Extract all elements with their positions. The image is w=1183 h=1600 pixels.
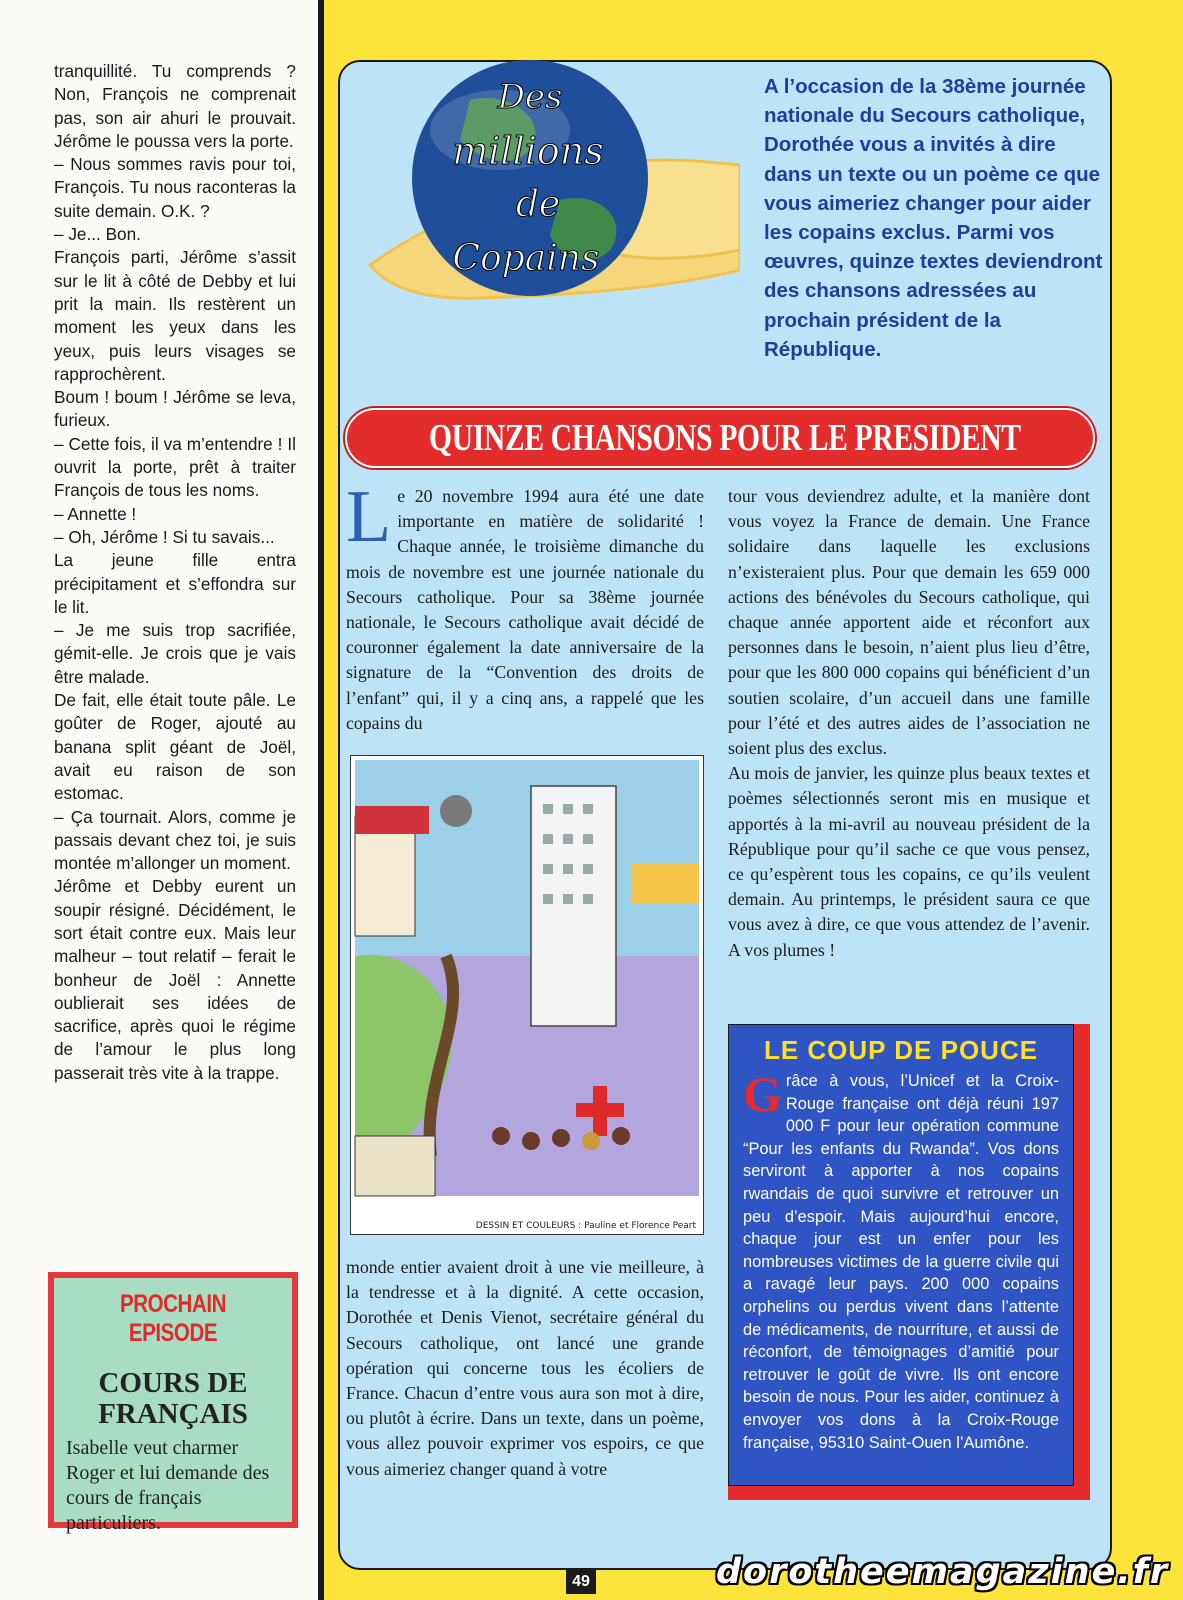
- dropcap: L: [346, 476, 392, 558]
- child-figure: [612, 1127, 630, 1145]
- window: [583, 834, 593, 844]
- story-paragraph: – Ça tournait. Alors, comme je passais devant chez toi, je suis montée m’allonger un moment.: [54, 806, 296, 874]
- story-text: [54, 60, 296, 1085]
- story-paragraph: – Oh, Jérôme ! Si tu savais...: [54, 526, 275, 547]
- dropcap: G: [743, 1066, 782, 1122]
- watermark: dorotheemagazine.fr: [716, 1552, 1170, 1592]
- window: [583, 804, 593, 814]
- story-paragraph: – Je... Bon.: [54, 224, 141, 245]
- left-roof: [355, 806, 429, 834]
- coup-de-pouce-inner: [728, 1024, 1074, 1486]
- window: [563, 804, 573, 814]
- story-paragraph: – Annette !: [54, 503, 137, 524]
- next-episode-title: COURS DE FRANÇAIS: [98, 1367, 248, 1430]
- story-paragraph: François parti, Jérôme s’assit sur le lit à côté de Debby et lui prit la main. Ils restèrent un moment les yeux dans les yeux, puis leurs visages se rapprochèrent.: [54, 247, 296, 384]
- window: [543, 804, 553, 814]
- story-paragraph: – Cette fois, il va m’entendre ! Il ouvrit la porte, prêt à traiter François de tous les noms.: [54, 433, 296, 501]
- child-figure: [582, 1132, 600, 1150]
- window: [563, 834, 573, 844]
- children-drawing: [350, 755, 704, 1235]
- page-number: 49: [566, 1570, 596, 1594]
- article-column-2: [728, 484, 1090, 963]
- coup-de-pouce-text: [743, 1066, 1059, 1454]
- window: [543, 894, 553, 904]
- window: [583, 864, 593, 874]
- story-paragraph: La jeune fille entra précipitament et s’effondra sur le lit.: [54, 550, 296, 617]
- window: [583, 894, 593, 904]
- story-paragraph: tranquillité. Tu comprends ? Non, François ne comprenait pas, son air ahuri le prouvait. Jérôme le poussa vers la porte.: [54, 61, 296, 151]
- article-paragraph: tour vous deviendrez adulte, et la manière dont vous voyez la France de demain. Une France solidaire dans laquelle les exclusions n’existeraient plus. Pour que demain les 659 000 actions des bénévoles du Secours catholique, qui chaque année apportent aide et réconfort aux personnes dans le besoin, n’aient plus lieu d’être, pour que les 800 000 copains qui bénéficient d’un soutien scolaire, d’un accueil dans une famille pour l’été et des autres aides de l’association ne soient plus des exclus.: [728, 486, 1090, 759]
- copains-logo: [360, 60, 740, 310]
- article-text: e 20 novembre 1994 aura été une date importante en matière de solidarité ! Chaque année, le troisième dimanche du mois de novembre est une journée nationale du Secours catholique. Pour sa 38ème journée nationale, le Secours catholique avait décidé de couronner également la date anniversaire de la signature de la “Convention des droits de l’enfant” qui, il y a cinq ans, a rappelé que les copains du: [346, 486, 704, 733]
- story-paragraph: – Je me suis trop sacrifiée, gémit-elle. Je crois que je vais être malade.: [54, 620, 296, 687]
- next-episode-text: Isabelle veut charmer Roger et lui demande des cours de français particuliers.: [66, 1437, 270, 1534]
- child-figure: [522, 1132, 540, 1150]
- smoke-cloud: [440, 795, 472, 827]
- left-column: [0, 0, 318, 1600]
- article-paragraph: Au mois de janvier, les quinze plus beaux textes et poèmes sélectionnés seront mis en musique et apportés à la mi-avril au nouveau président de la République pour qu’il sache ce que vous pensez, ce qu’espèrent tous les copains, ce qu’ils veulent demain. Au printemps, le président saura ce que vous avez à dire, ce que vous attendez de l’avenir. A vos plumes !: [728, 763, 1090, 960]
- next-episode-box: [48, 1272, 298, 1534]
- window: [543, 864, 553, 874]
- coup-de-pouce-box: [728, 1024, 1090, 1500]
- child-figure: [492, 1127, 510, 1145]
- yellow-building: [631, 864, 699, 904]
- intro-text: A l’occasion de la 38ème journée nationale du Secours catholique, Dorothée vous a invités à dire dans un texte ou un poème ce que vous aimeriez changer pour aider les copains exclus. Parmi vos œuvres, quinze textes deviendront des chansons adressées au prochain président de la République.: [764, 75, 1103, 361]
- article-column-1-top: [346, 476, 704, 736]
- next-episode-inner: [54, 1278, 292, 1534]
- logo-word: Des: [497, 77, 563, 117]
- coup-de-pouce-title: LE COUP DE POUCE: [763, 1035, 1039, 1065]
- house: [355, 1136, 435, 1196]
- drawing-caption: DESSIN ET COULEURS : Pauline et Florence Peart: [475, 1221, 696, 1231]
- story-paragraph: Boum ! boum ! Jérôme se leva, furieux.: [54, 387, 296, 431]
- logo-word: Copains: [452, 238, 600, 279]
- next-episode-label: PROCHAIN EPISODE: [119, 1290, 227, 1347]
- headline: QUINZE CHANSONS POUR LE PRESIDENT: [429, 417, 1021, 459]
- coup-de-pouce-body: râce à vous, l’Unicef et la Croix-Rouge française ont déjà réuni 197 000 F pour leur opération commune “Pour les enfants du Rwanda”. Vos dons serviront à apporter à nos copains rwandais de quoi survivre et retrouver un peu d’espoir. Mais aujourd’hui encore, chaque jour est un enfer pour les nombreuses victimes de la guerre civile qui a ravagé leur pays. 200 000 copains orphelins ou perdus vivent dans l’attente de médicaments, de nourriture, et aussi de réconfort, de témoignages d’amitié pour retrouver le goût de vivre. Ils ont encore besoin de nous. Pour les aider, continuez à envoyer vos dons à la Croix-Rouge française, 95310 Saint-Ouen l’Aumône.: [743, 1072, 1059, 1452]
- story-paragraph: Jérôme et Debby eurent un soupir résigné. Décidément, le sort était contre eux. Mais leur malheur – tout relatif – ferait le bonheur de Joël : Annette oublierait ses idées de sacrifice, après quoi le régime de l’amour le plus long passerait très vite à la trappe.: [54, 876, 296, 1083]
- child-figure: [552, 1129, 570, 1147]
- tower-block: [531, 786, 616, 1026]
- article-text: monde entier avaient droit à une vie meilleure, à la tendresse et à la dignité. A cette occasion, Dorothée et Denis Vienot, secrétaire général du Secours catholique, ont lancé une grande opération qui concerne tous les écoliers de France. Chacun d’entre vous aura son mot à dire, ou plutôt à écrire. Dans un texte, dans un poème, vous allez pouvoir exprimer vos espoirs, ce que vous aimeriez changer quand à votre: [346, 1257, 704, 1479]
- window: [543, 834, 553, 844]
- article-paragraph: [346, 476, 704, 736]
- headline-banner: [345, 408, 1095, 468]
- window: [563, 894, 573, 904]
- window: [563, 864, 573, 874]
- article-column-1-bottom: [346, 1255, 704, 1482]
- story-paragraph: – Nous sommes ravis pour toi, François. Tu nous raconteras la suite demain. O.K. ?: [54, 154, 296, 221]
- logo-word: de: [515, 184, 561, 225]
- logo-word: millions: [452, 129, 604, 173]
- story-paragraph: De fait, elle était toute pâle. Le goûter de Roger, ajouté au banana split géant de Joël, avait eu raison de son estomac.: [54, 690, 296, 804]
